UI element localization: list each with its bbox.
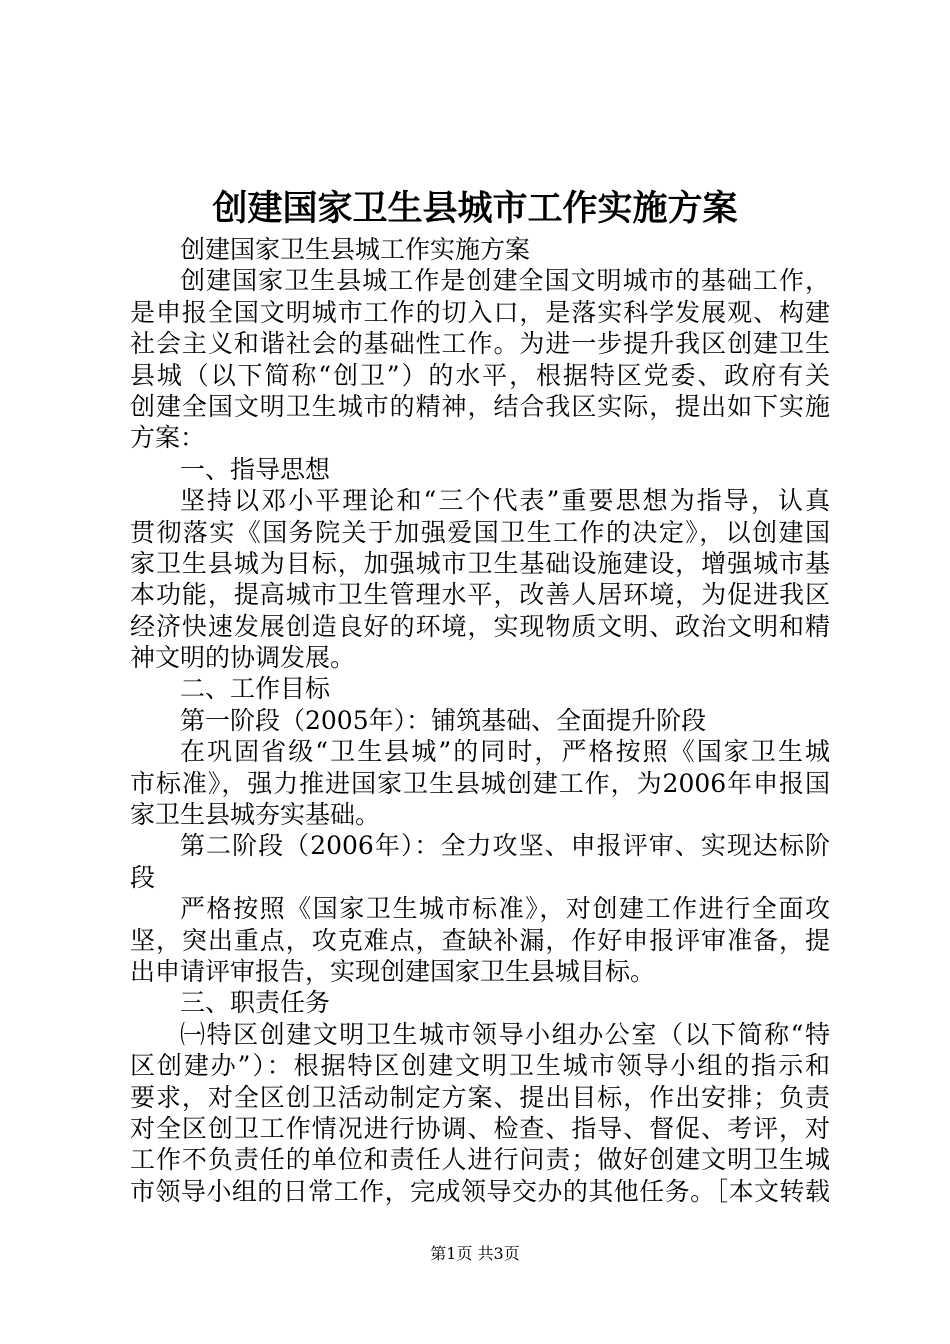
- paragraph-line: 二、工作目标: [180, 674, 331, 704]
- paragraph-line: 工作不负责任的单位和责任人进行问责；做好创建文明卫生城: [130, 1145, 830, 1175]
- paragraph-line: 方案：: [130, 423, 206, 453]
- paragraph-line: 社会主义和谐社会的基础性工作。为进一步提升我区创建卫生: [130, 329, 830, 359]
- paragraph-line: 坚持以邓小平理论和“三个代表”重要思想为指导，认真: [180, 486, 830, 516]
- paragraph-line: 段: [130, 862, 156, 892]
- paragraph-line: 市领导小组的日常工作，完成领导交办的其他任务。［本文转载: [130, 1176, 830, 1206]
- paragraph-line: 对全区创卫工作情况进行协调、检查、指导、督促、考评，对: [130, 1113, 830, 1143]
- paragraph-line: 在巩固省级“卫生县城”的同时，严格按照《国家卫生城: [180, 737, 830, 767]
- paragraph-line: 贯彻落实《国务院关于加强爱国卫生工作的决定》，以创建国: [130, 517, 830, 547]
- paragraph-line: 严格按照《国家卫生城市标准》，对创建工作进行全面攻: [180, 894, 830, 924]
- paragraph-line: 是申报全国文明城市工作的切入口，是落实科学发展观、构建: [130, 297, 830, 327]
- paragraph-line: 经济快速发展创造良好的环境，实现物质文明、政治文明和精: [130, 611, 830, 641]
- paragraph-line: 本功能，提高城市卫生管理水平，改善人居环境，为促进我区: [130, 580, 830, 610]
- paragraph-line: 一、指导思想: [180, 454, 331, 484]
- paragraph-line: 出申请评审报告，实现创建国家卫生县城目标。: [130, 956, 656, 986]
- paragraph-line: 家卫生县城夯实基础。: [130, 800, 381, 830]
- paragraph-line: 创建国家卫生县城工作实施方案: [180, 235, 531, 264]
- paragraph-line: 第一阶段（2005年）：铺筑基础、全面提升阶段: [180, 705, 707, 735]
- page-footer: 第1页 共3页: [430, 1244, 520, 1263]
- paragraph-line: 第二阶段（2006年）：全力攻坚、申报评审、实现达标阶: [180, 831, 830, 861]
- paragraph-line: 区创建办”）：根据特区创建文明卫生城市领导小组的指示和: [130, 1051, 830, 1081]
- paragraph-line: 家卫生县城为目标，加强城市卫生基础设施建设，增强城市基: [130, 548, 830, 578]
- document-title: 创建国家卫生县城市工作实施方案: [212, 188, 738, 229]
- document-body: [130, 234, 830, 1207]
- paragraph-line: 要求，对全区创卫活动制定方案、提出目标，作出安排；负责: [130, 1082, 830, 1112]
- paragraph-line: 县城（以下简称“创卫”）的水平，根据特区党委、政府有关: [130, 360, 830, 390]
- paragraph-line: 创建国家卫生县城工作是创建全国文明城市的基础工作，: [180, 266, 830, 296]
- paragraph-line: 创建全国文明卫生城市的精神，结合我区实际，提出如下实施: [130, 391, 830, 421]
- paragraph-line: 市标准》，强力推进国家卫生县城创建工作，为2006年申报国: [130, 768, 830, 798]
- paragraph-line: ㈠特区创建文明卫生城市领导小组办公室（以下简称“特: [180, 1019, 830, 1049]
- paragraph-line: 神文明的协调发展。: [130, 643, 356, 673]
- paragraph-line: 坚，突出重点，攻克难点，查缺补漏，作好申报评审准备，提: [130, 925, 830, 955]
- paragraph-line: 三、职责任务: [180, 988, 331, 1018]
